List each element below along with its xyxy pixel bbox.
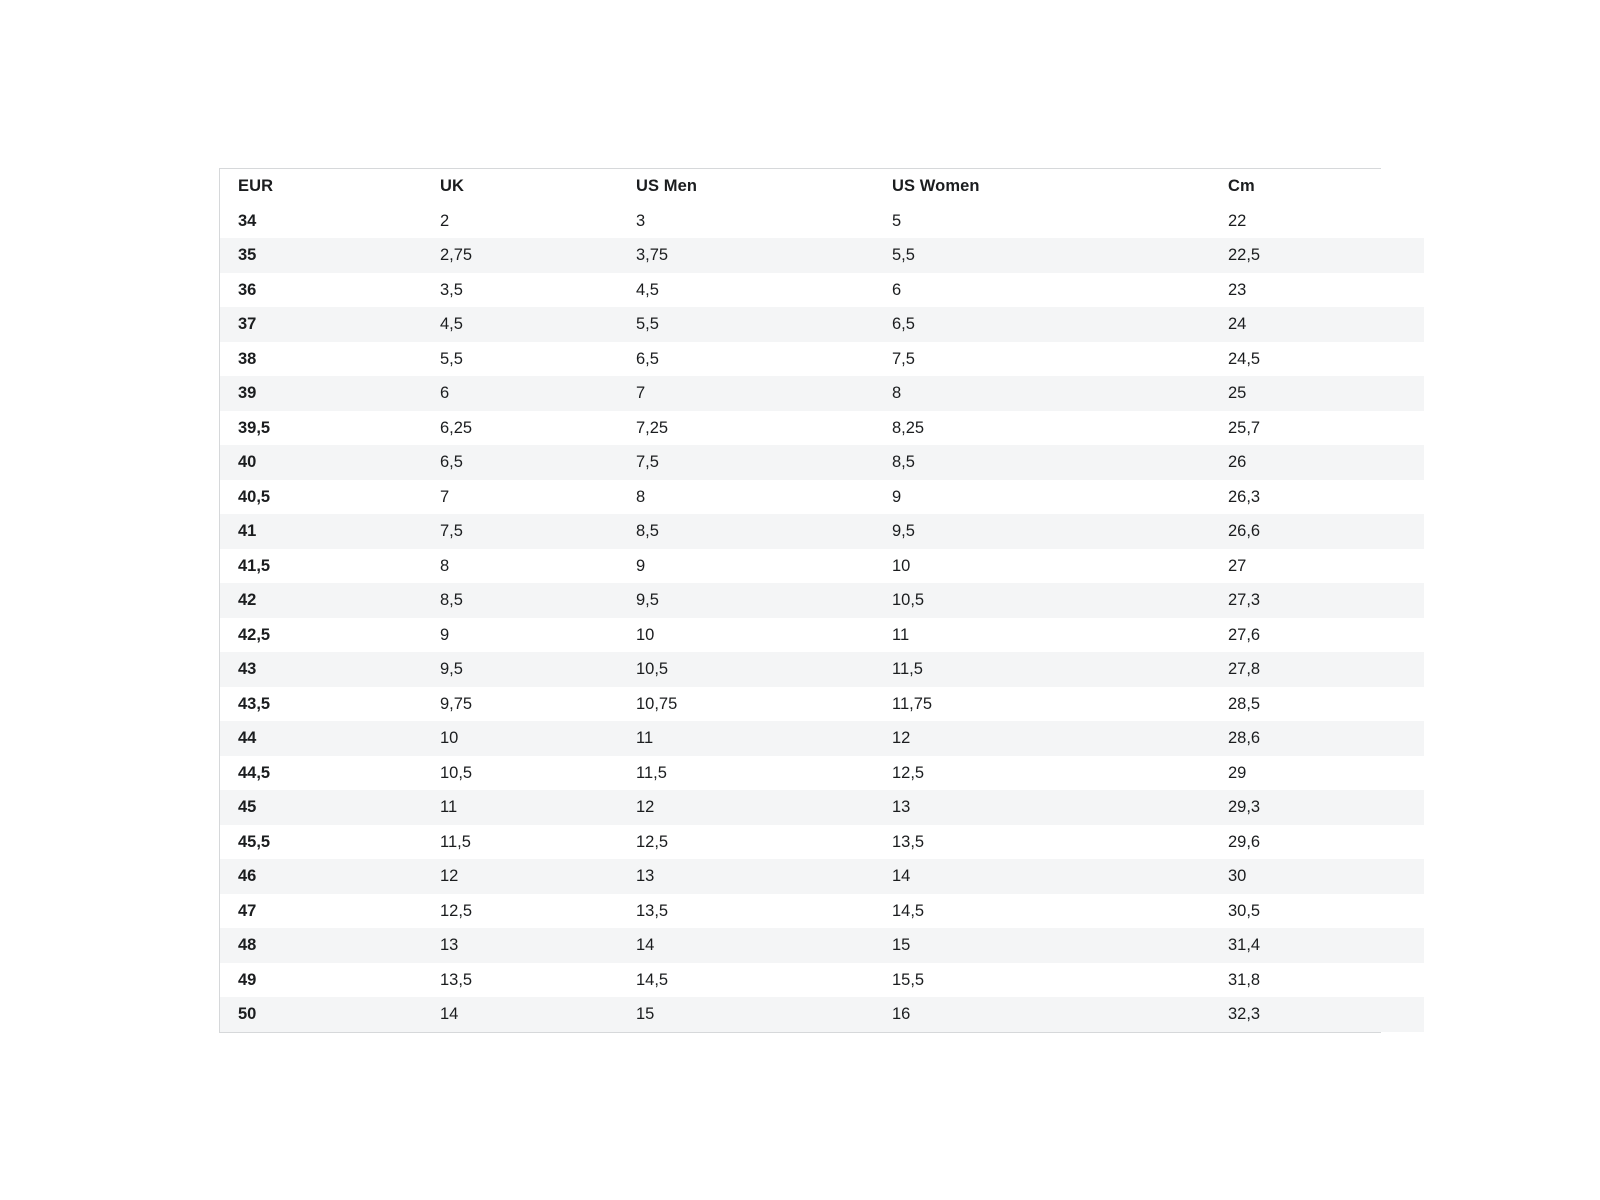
cell-us-women: 13 bbox=[892, 798, 911, 816]
table-header bbox=[220, 169, 1424, 204]
cell-cm: 31,8 bbox=[1228, 970, 1261, 989]
cell-eur: 49 bbox=[238, 970, 257, 989]
cell-us-women: 7,5 bbox=[892, 349, 915, 368]
table-row bbox=[220, 756, 1424, 791]
cell-eur: 41,5 bbox=[238, 556, 271, 575]
cell-us-women: 8,25 bbox=[892, 418, 925, 437]
cell-us-women: 11,5 bbox=[892, 660, 923, 678]
table-row bbox=[220, 618, 1424, 653]
cell-uk: 8 bbox=[440, 556, 450, 575]
cell-eur: 43 bbox=[238, 660, 257, 678]
cell-us-women: 13,5 bbox=[892, 832, 925, 851]
column-header-us-men: US Men bbox=[636, 177, 698, 195]
cell-us-women: 5 bbox=[892, 211, 902, 230]
cell-eur: 41 bbox=[238, 522, 257, 540]
table-row bbox=[220, 480, 1424, 515]
cell-us-men: 11,5 bbox=[636, 763, 667, 782]
size-chart-container bbox=[219, 168, 1381, 1033]
cell-cm: 31,4 bbox=[1228, 936, 1261, 954]
cell-uk: 9,75 bbox=[440, 694, 473, 713]
cell-eur: 42,5 bbox=[238, 625, 271, 644]
cell-us-men: 14,5 bbox=[636, 970, 669, 989]
cell-us-men: 10,5 bbox=[636, 660, 669, 678]
table-row bbox=[220, 411, 1424, 446]
cell-uk: 10,5 bbox=[440, 763, 473, 782]
cell-uk: 9,5 bbox=[440, 660, 463, 678]
cell-us-women: 11,75 bbox=[892, 694, 933, 713]
cell-cm: 32,3 bbox=[1228, 1005, 1261, 1023]
cell-us-women: 11 bbox=[892, 625, 910, 644]
table-row bbox=[220, 376, 1424, 411]
cell-us-men: 9,5 bbox=[636, 591, 659, 609]
cell-cm: 25 bbox=[1228, 384, 1247, 402]
cell-uk: 14 bbox=[440, 1005, 459, 1023]
size-conversion-table bbox=[220, 169, 1424, 1032]
cell-us-men: 10 bbox=[636, 625, 655, 644]
table-row bbox=[220, 514, 1424, 549]
table-row bbox=[220, 928, 1424, 963]
cell-cm: 30 bbox=[1228, 867, 1247, 885]
cell-uk: 2,75 bbox=[440, 246, 473, 264]
cell-us-men: 7,25 bbox=[636, 418, 669, 437]
cell-uk: 11,5 bbox=[440, 832, 471, 851]
column-header-eur: EUR bbox=[238, 177, 274, 195]
cell-eur: 37 bbox=[238, 315, 257, 333]
cell-eur: 34 bbox=[238, 211, 257, 230]
cell-uk: 13,5 bbox=[440, 970, 473, 989]
table-row bbox=[220, 687, 1424, 722]
cell-cm: 27,3 bbox=[1228, 591, 1261, 609]
cell-uk: 5,5 bbox=[440, 349, 463, 368]
cell-us-women: 15,5 bbox=[892, 970, 925, 989]
table-header-row bbox=[220, 169, 1424, 204]
cell-us-women: 12,5 bbox=[892, 763, 925, 782]
column-header-uk: UK bbox=[440, 177, 465, 195]
cell-uk: 7,5 bbox=[440, 522, 463, 540]
cell-us-men: 12,5 bbox=[636, 832, 669, 851]
table-row bbox=[220, 894, 1424, 929]
cell-cm: 22,5 bbox=[1228, 246, 1261, 264]
cell-eur: 39,5 bbox=[238, 418, 271, 437]
cell-us-women: 10,5 bbox=[892, 591, 925, 609]
cell-us-men: 15 bbox=[636, 1005, 655, 1023]
cell-us-women: 14 bbox=[892, 867, 911, 885]
cell-cm: 28,6 bbox=[1228, 729, 1261, 747]
cell-cm: 28,5 bbox=[1228, 694, 1261, 713]
cell-uk: 9 bbox=[440, 625, 450, 644]
cell-eur: 35 bbox=[238, 246, 257, 264]
cell-cm: 26,6 bbox=[1228, 522, 1261, 540]
cell-us-men: 7,5 bbox=[636, 453, 659, 471]
cell-uk: 12,5 bbox=[440, 901, 473, 920]
cell-cm: 24 bbox=[1228, 315, 1247, 333]
column-header-us-women: US Women bbox=[892, 177, 980, 195]
table-row bbox=[220, 859, 1424, 894]
cell-us-men: 13 bbox=[636, 867, 655, 885]
cell-uk: 11 bbox=[440, 798, 458, 816]
table-row bbox=[220, 342, 1424, 377]
table-body bbox=[220, 204, 1424, 1032]
cell-uk: 12 bbox=[440, 867, 459, 885]
cell-cm: 22 bbox=[1228, 211, 1247, 230]
cell-eur: 45,5 bbox=[238, 832, 271, 851]
table-row bbox=[220, 721, 1424, 756]
cell-cm: 30,5 bbox=[1228, 901, 1261, 920]
cell-uk: 8,5 bbox=[440, 591, 463, 609]
cell-eur: 47 bbox=[238, 901, 257, 920]
table-row bbox=[220, 445, 1424, 480]
table-row bbox=[220, 963, 1424, 998]
cell-us-men: 12 bbox=[636, 798, 655, 816]
table-row bbox=[220, 825, 1424, 860]
cell-cm: 26,3 bbox=[1228, 487, 1261, 506]
cell-us-women: 6 bbox=[892, 280, 902, 299]
cell-us-men: 8,5 bbox=[636, 522, 659, 540]
cell-eur: 40,5 bbox=[238, 487, 271, 506]
cell-us-men: 3 bbox=[636, 211, 646, 230]
cell-eur: 36 bbox=[238, 280, 257, 299]
table-row bbox=[220, 204, 1424, 239]
cell-us-men: 6,5 bbox=[636, 349, 659, 368]
cell-eur: 39 bbox=[238, 384, 257, 402]
cell-uk: 4,5 bbox=[440, 315, 463, 333]
cell-cm: 29,3 bbox=[1228, 798, 1261, 816]
table-row bbox=[220, 997, 1424, 1032]
cell-eur: 50 bbox=[238, 1005, 257, 1023]
cell-us-women: 16 bbox=[892, 1005, 911, 1023]
cell-us-women: 10 bbox=[892, 556, 911, 575]
column-header-cm: Cm bbox=[1228, 177, 1255, 195]
cell-us-women: 5,5 bbox=[892, 246, 915, 264]
cell-eur: 38 bbox=[238, 349, 257, 368]
cell-uk: 10 bbox=[440, 729, 459, 747]
cell-eur: 42 bbox=[238, 591, 257, 609]
cell-uk: 6 bbox=[440, 384, 450, 402]
cell-eur: 44 bbox=[238, 729, 257, 747]
cell-eur: 40 bbox=[238, 453, 257, 471]
table-row bbox=[220, 273, 1424, 308]
cell-uk: 7 bbox=[440, 487, 450, 506]
cell-cm: 23 bbox=[1228, 280, 1247, 299]
cell-cm: 27 bbox=[1228, 556, 1247, 575]
table-row bbox=[220, 549, 1424, 584]
cell-eur: 46 bbox=[238, 867, 257, 885]
table-row bbox=[220, 307, 1424, 342]
cell-eur: 43,5 bbox=[238, 694, 271, 713]
cell-uk: 2 bbox=[440, 211, 450, 230]
cell-us-men: 13,5 bbox=[636, 901, 669, 920]
cell-eur: 44,5 bbox=[238, 763, 271, 782]
cell-us-men: 5,5 bbox=[636, 315, 659, 333]
table-row bbox=[220, 652, 1424, 687]
table-row bbox=[220, 238, 1424, 273]
cell-us-women: 9 bbox=[892, 487, 902, 506]
cell-cm: 29,6 bbox=[1228, 832, 1261, 851]
cell-us-men: 9 bbox=[636, 556, 646, 575]
cell-uk: 6,25 bbox=[440, 418, 473, 437]
cell-us-women: 15 bbox=[892, 936, 911, 954]
cell-us-women: 8 bbox=[892, 384, 902, 402]
cell-us-men: 14 bbox=[636, 936, 655, 954]
cell-us-men: 3,75 bbox=[636, 246, 669, 264]
cell-cm: 27,8 bbox=[1228, 660, 1261, 678]
cell-us-women: 9,5 bbox=[892, 522, 915, 540]
cell-cm: 24,5 bbox=[1228, 349, 1261, 368]
cell-us-men: 11 bbox=[636, 729, 654, 747]
cell-uk: 13 bbox=[440, 936, 459, 954]
table-row bbox=[220, 790, 1424, 825]
cell-us-women: 6,5 bbox=[892, 315, 915, 333]
cell-us-men: 4,5 bbox=[636, 280, 659, 299]
cell-uk: 6,5 bbox=[440, 453, 463, 471]
cell-us-men: 10,75 bbox=[636, 694, 678, 713]
cell-cm: 27,6 bbox=[1228, 625, 1261, 644]
cell-uk: 3,5 bbox=[440, 280, 463, 299]
cell-cm: 29 bbox=[1228, 763, 1247, 782]
table-row bbox=[220, 583, 1424, 618]
cell-cm: 25,7 bbox=[1228, 418, 1261, 437]
cell-eur: 45 bbox=[238, 798, 257, 816]
cell-us-women: 8,5 bbox=[892, 453, 915, 471]
cell-us-women: 12 bbox=[892, 729, 911, 747]
cell-cm: 26 bbox=[1228, 453, 1247, 471]
cell-eur: 48 bbox=[238, 936, 257, 954]
cell-us-men: 8 bbox=[636, 487, 646, 506]
cell-us-men: 7 bbox=[636, 384, 646, 402]
cell-us-women: 14,5 bbox=[892, 901, 925, 920]
